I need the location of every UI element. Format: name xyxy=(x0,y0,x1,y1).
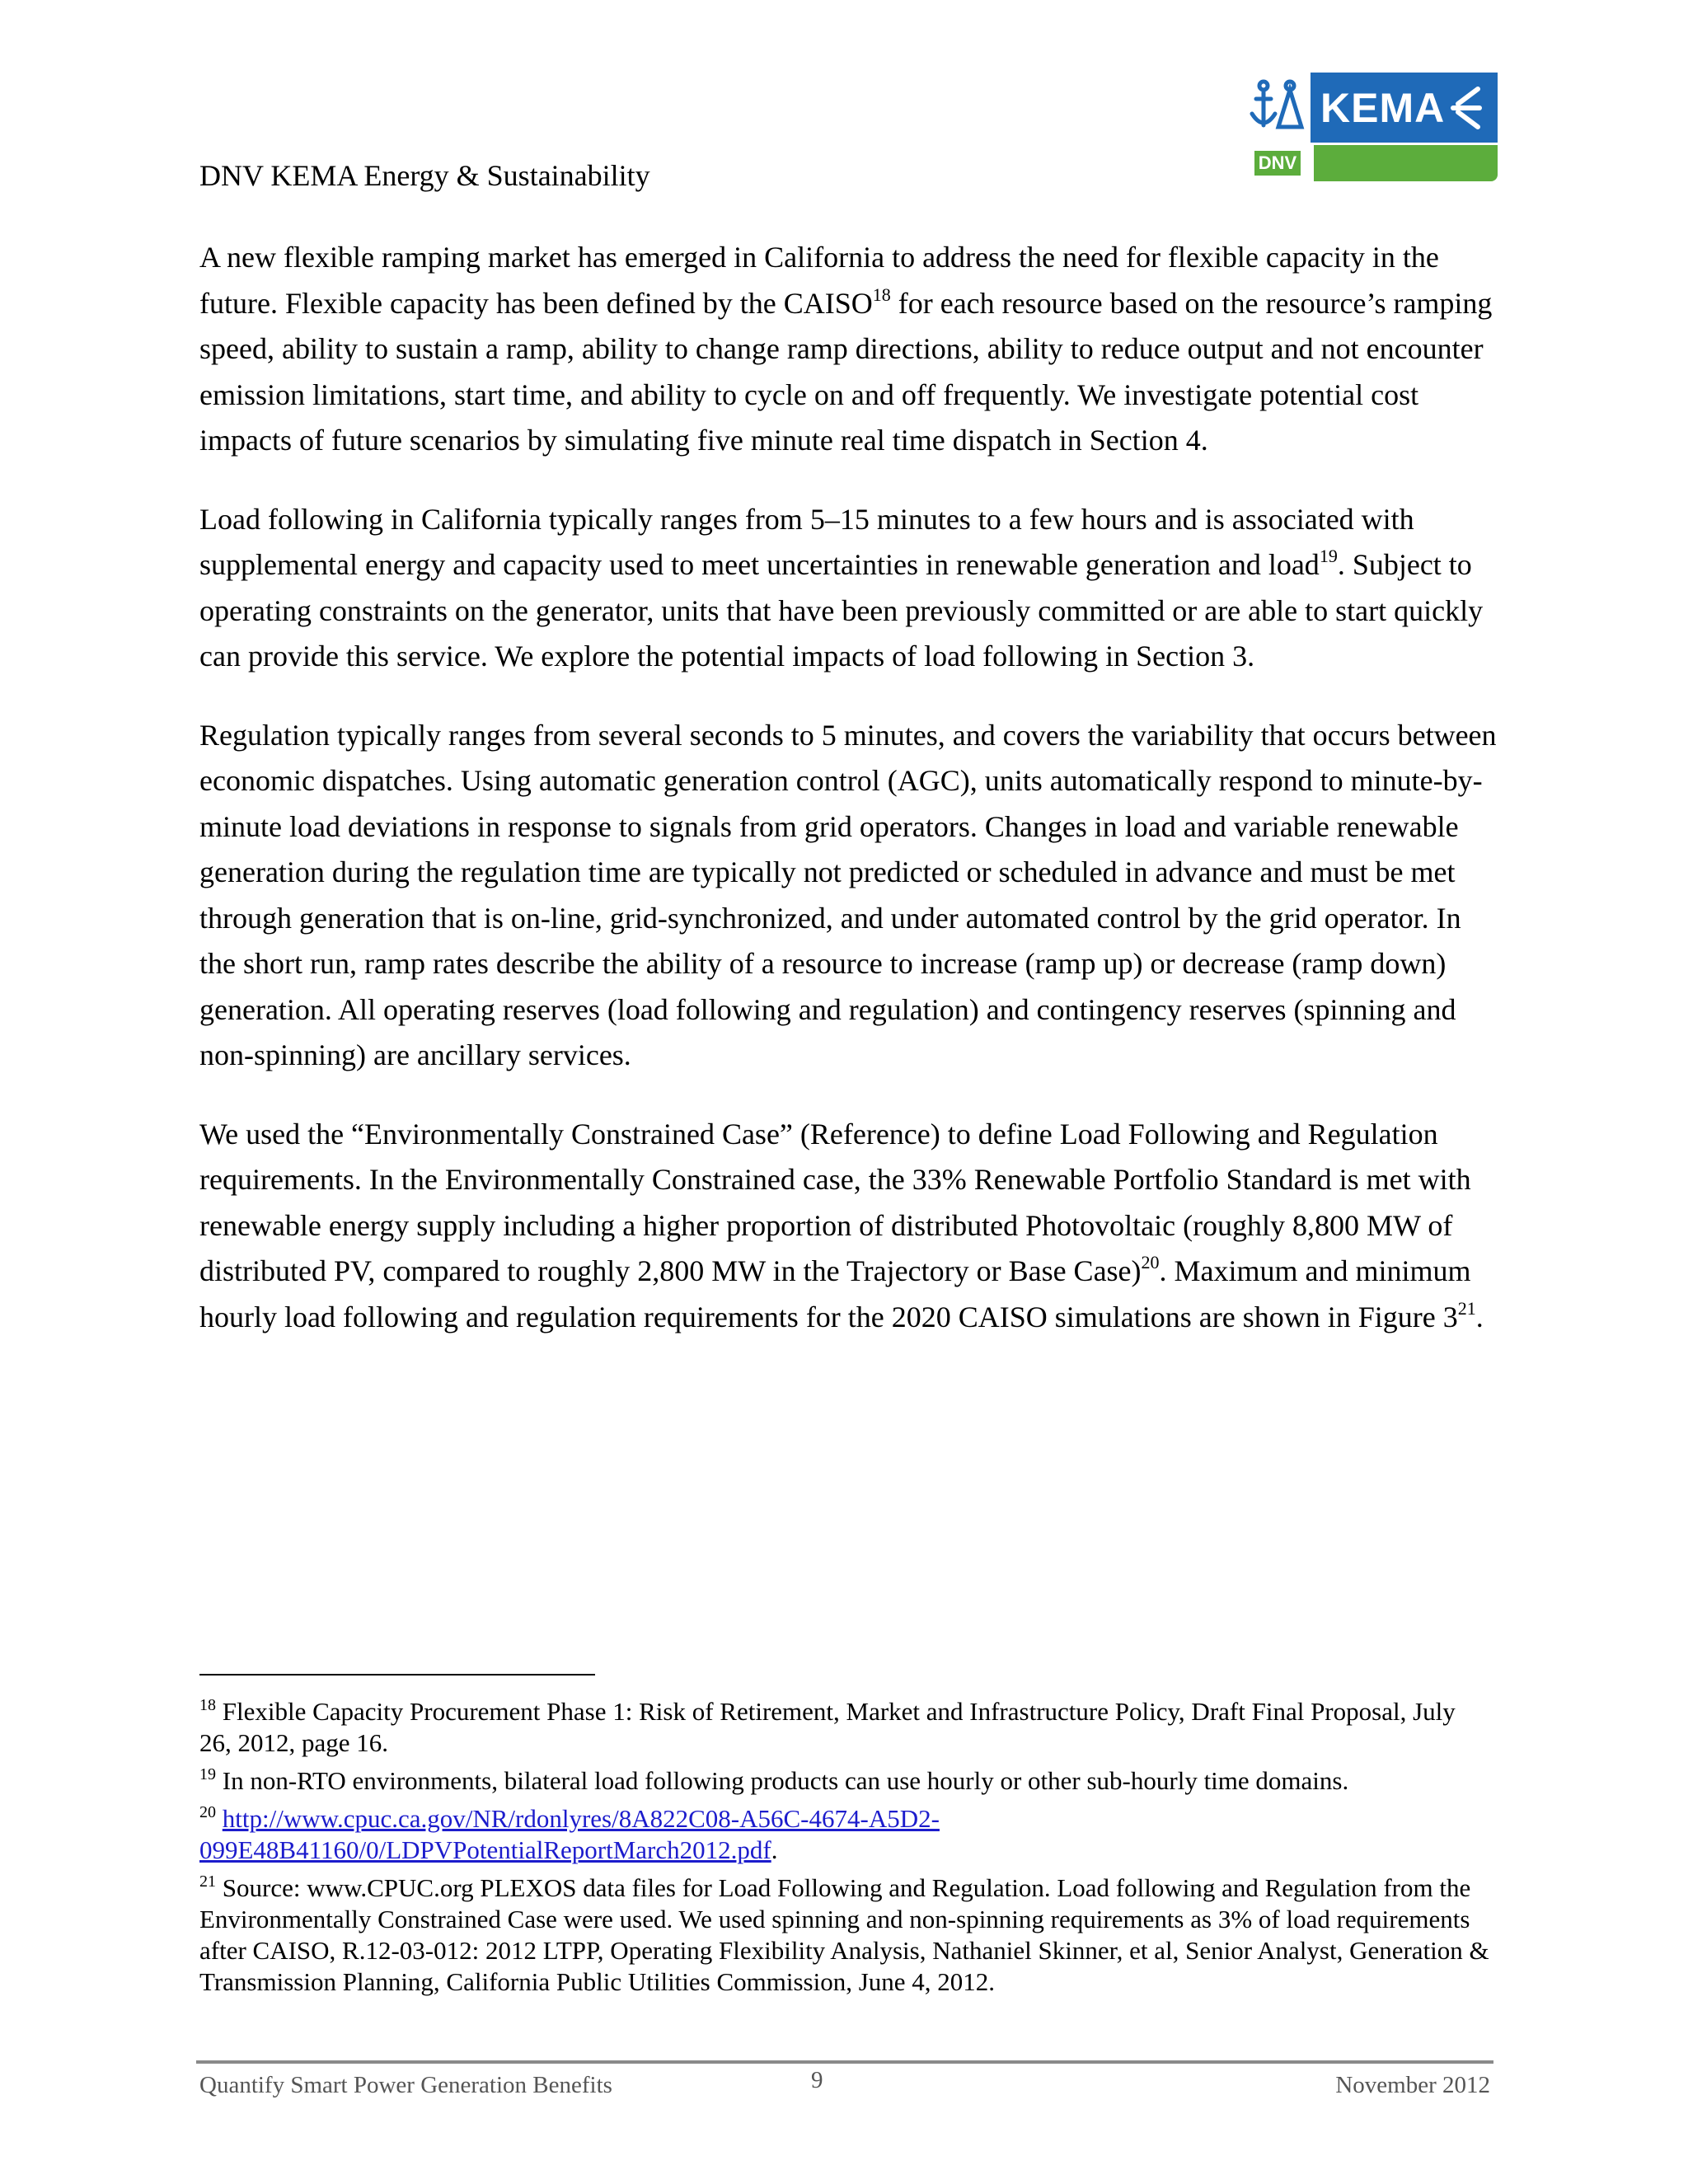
footnote-text: . xyxy=(771,1835,778,1864)
footnote-ref-19[interactable]: 19 xyxy=(1319,546,1338,566)
p1-text-b: for each resource based on the resource’s ramping speed, ability to sustain a ramp, ability to change ramp directions, ability to reduce output and not encounter emission limitations, start time, and ability to cycle on and off frequently. We investigate potential cost impacts of future scenarios by simulating five minute real time dispatch in Section 4. xyxy=(199,286,1493,457)
footer-rule xyxy=(196,2060,1493,2064)
kema-logo xyxy=(1245,73,1498,181)
p1-text-a: A new flexible ramping market has emerged in California to address the need for flexible capacity in the future. Flexible capacity has been defined by the CAISO xyxy=(199,241,1439,320)
p4-text-a: We used the “Environmentally Constrained Case” (Reference) to define Load Following and Regulation requirements. In the Environmentally Constrained case, the 33% Renewable Portfolio Standard is met with renewable energy supply including a higher proportion of distributed Photovoltaic (roughly 8,800 MW of distributed PV, compared to roughly 2,800 MW in the Trajectory or Base Case) xyxy=(199,1117,1471,1287)
footnote-ref-21[interactable]: 21 xyxy=(1457,1297,1476,1319)
p2-text-b: . Subject to operating constraints on the generator, units that have been previously committed or are able to start quickly can provide this service. We explore the potential impacts of load following in Section 3. xyxy=(199,548,1484,673)
footnote-number: 21 xyxy=(199,1872,216,1891)
footer-doc-title: Quantify Smart Power Generation Benefits xyxy=(199,2072,612,2098)
footer-date: November 2012 xyxy=(1335,2072,1490,2098)
footnote-number: 19 xyxy=(199,1765,216,1783)
footnote-number: 20 xyxy=(199,1803,216,1821)
footnote-ref-18[interactable]: 18 xyxy=(872,284,891,305)
kema-arrow-icon xyxy=(1450,86,1483,130)
paragraph-environmentally-constrained xyxy=(199,1112,1502,1341)
logo-secondary-text: DNV xyxy=(1254,151,1301,176)
page-number: 9 xyxy=(811,2067,823,2093)
p4-text-b: . Maximum and minimum hourly load following and regulation requirements for the 2020 CAISO simulations are shown in Figure 3 xyxy=(199,1254,1471,1333)
logo-bottom-band xyxy=(1245,145,1498,181)
page-header-title: DNV KEMA Energy & Sustainability xyxy=(199,159,650,192)
footnote-20 xyxy=(199,1803,1493,1866)
footnotes xyxy=(199,1696,1493,2004)
footnote-text: Source: www.CPUC.org PLEXOS data files for Load Following and Regulation. Load following and Regulation from the Environmentally Constrained Case were used. We used spinning and non-spinning requirements as 3% of load requirements after CAISO, R.12-03-012: 2012 LTPP, Operating Flexibility Analysis, Nathaniel Skinner, et al, Senior Analyst, Generation & Transmission Planning, California Public Utilities Commission, June 4, 2012. xyxy=(199,1873,1489,1996)
footnote-18 xyxy=(199,1696,1493,1759)
anchor-icon xyxy=(1245,73,1311,143)
paragraph-regulation: Regulation typically ranges from several seconds to 5 minutes, and covers the variability that occurs between economic dispatches. Using automatic generation control (AGC), units automatically respond to minute-by-minute load deviations in response to signals from grid operators. Changes in load and variable renewable generation during the regulation time are typically not predicted or scheduled in advance and must be met through generation that is on-line, grid-synchronized, and under automated control by the grid operator. In the short run, ramp rates describe the ability of a resource to increase (ramp up) or decrease (ramp down) generation. All operating reserves (load following and regulation) and contingency reserves (spinning and non-spinning) are ancillary services. xyxy=(199,718,1497,1071)
footnote-link[interactable]: http://www.cpuc.ca.gov/NR/rdonlyres/8A822C08-A56C-4674-A5D2-099E48B41160/0/LDPVPotentialReportMarch2012.pdf xyxy=(199,1804,940,1864)
footnote-number: 18 xyxy=(199,1696,216,1714)
footnote-21 xyxy=(199,1872,1493,1998)
logo-top-band xyxy=(1245,73,1498,143)
footnote-19 xyxy=(199,1765,1493,1797)
logo-primary-text: KEMA xyxy=(1320,84,1446,131)
p4-text-c: . xyxy=(1475,1300,1484,1333)
footnote-text: Flexible Capacity Procurement Phase 1: Risk of Retirement, Market and Infrastructure Policy, Draft Final Proposal, July 26, 2012, page 16. xyxy=(199,1697,1456,1757)
footnote-ref-20[interactable]: 20 xyxy=(1141,1252,1160,1272)
paragraph-flexible-ramping xyxy=(199,235,1502,464)
dnv-badge xyxy=(1245,145,1311,181)
logo-green-bar xyxy=(1314,145,1498,181)
paragraph-load-following xyxy=(199,497,1502,680)
footnote-separator xyxy=(199,1674,595,1675)
footnote-text: In non-RTO environments, bilateral load following products can use hourly or other sub-hourly time domains. xyxy=(216,1766,1349,1795)
body-text xyxy=(199,235,1502,1373)
p2-text-a: Load following in California typically ranges from 5–15 minutes to a few hours and is associated with supplemental energy and capacity used to meet uncertainties in renewable generation and load xyxy=(199,502,1414,581)
